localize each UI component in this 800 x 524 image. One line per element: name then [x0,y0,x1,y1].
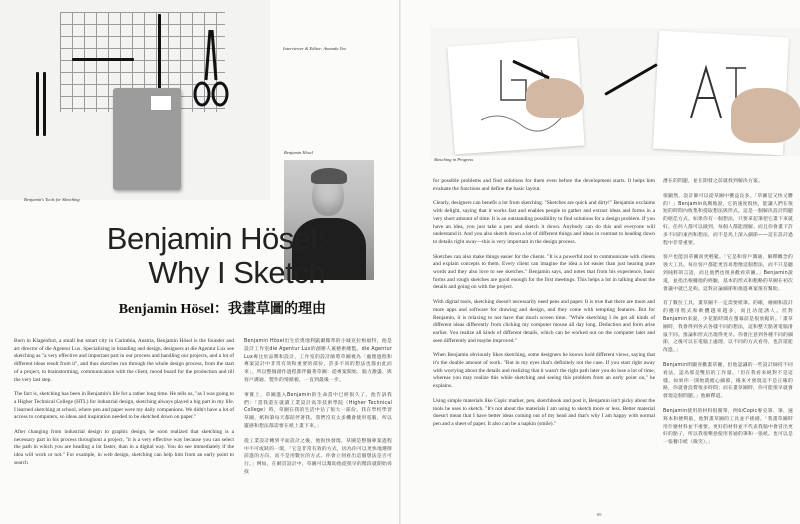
scissors-icon [190,30,230,110]
paragraph: 事實上，草圖進入Benjamin的生命當中已經很久了。他告訴我們：「當我還在就讀工業設計高等技術學院（Higher Technical College）時，草圖在我的生活中佔了很大一部份。我在學校學習草圖，紙和筆每天都陪伴著我。我們沒有太多機會使用電腦，所以靈感和想法都需要在紙上畫下來。」 [244,392,392,429]
pen-icon [604,63,657,96]
hand [731,88,800,143]
paragraph: The fact is, sketching has been in Benjamin's life for a rather long time. He tells us, "as I was going to a Higher Technical College (HTL) for industrial design, sketching always played a big part in my life. I learned sketching at school, where pen and paper were my daily companions. We didn't have a lot of access to computers, so ideas and inspiration needed to be sketched down on paper." [14,391,234,421]
page-number: 69 [597,512,602,517]
paragraph: After changing from industrial design to graphic design, he soon realized that sketching is a necessary part in his process throughout a project, "it is a very effective way because you can select the path in which you are heading a lot faster, than in a digital way. You do see immediately if the idea will work or not." For example, in web design, sketching can help him from an early point to search [14,429,234,466]
paragraph: 客戶也能因草圖而更輕鬆。「它是和客戶溝通、解釋概念的強大工具。每位客戶都能更容易想像這個想法，而不只是聽到純粹的言語，而且他們也很喜歡看草圖。」Benjamin說道，並指出根據他的經驗，基本的形式和粗略的草圖在初次會議中就已足夠。這對討論細節和推進專案很有幫助。 [663,255,793,292]
article-title [95,222,325,290]
paragraph: 很顯然，設計師可以從草圖中獲益良多。「草圖是又快又髒的！」Benjamin高興地說，它的速度很快，能讓人們在很短的時間內收集和提取想法與形式。這是一個解決設計問題的絕佳方式。如果你有一個想法，只要拿起筆把它畫下來就好。任何人都可以做到，每個人都能理解。而且你會畫下許多不同的東西和想法，而不是馬上深入細節——這在設計過程中非常重要。 [663,193,793,246]
sketch-caption: Sketching in Progress [434,157,474,162]
tools-photo [0,0,270,200]
hand [526,78,584,118]
paragraph: Clearly, designers can benefit a lot from sketching. "Sketches are quick and dirty!" Benjamin exclaims with delight, saying that it works fast and enables people to gather and extract ideas and forms in a very short amount of time. It is an outstanding possibility to find solutions for a design problem. If you have an idea, you just take a pen and sketch it down. Anybody can do this and everyone will understand it. And you also sketch down a lot of different things and ideas in contrast to heading down to details right away—this is very important in the design process. [433,200,655,245]
title-line-1: Benjamin Hösel: [106,221,325,256]
paragraph: 潛在的問題，並在開發之前就找到解決方案。 [663,179,763,184]
pencil-icon [158,14,161,94]
pencil-icon [36,72,39,136]
pencil-icon [43,72,46,136]
right-chinese-column [663,178,793,454]
paragraph: for possible problems and find solutions for them even before the development starts. It helps him evaluate the functions and define the basic layout. [433,178,655,192]
eraser [150,95,172,111]
left-english-column [14,338,234,475]
right-page [401,0,800,524]
right-english-column [433,178,655,436]
paragraph: With digital tools, sketching doesn't necessarily need pens and paper. It is true that there are more and more apps and software for drawing and design, and they come with tempting features. But for Benjamin, it is relaxing to not have that much screen time. "While sketching I do get all kinds of different ideas differently from clicking my computer mouse all day long. Deduction and form arise earlier. You realize all kinds of different details, which can be worked out on the computer later and seen differently and maybe improved." [433,299,655,344]
sketch-photo [431,28,800,156]
title-line-2: Why I Sketch [148,255,325,290]
tools-caption: Benjamin's Tools for Sketching [24,197,80,202]
paragraph: Born in Klagenfurt, a small but smart city in Carinthia, Austria, Benjamin Hösel is the founder and art director of die Agentur Lux. Specializing in branding and design, designers at die Agentur Lux see sketching as "a very effective and important part in our process and handling our projects, and a lot of different ideas result from it", and thus sketches run through the whole design process, from the start of a project, to brainstorming, communication with the client, mood board for the production and till the very last step. [14,338,234,383]
paragraph: When Benjamin obviously likes sketching, some designers he knows hold different views, saying that it's the double amount of work. "But in my eyes that's definitely not the case. If you start right away with worrying about the details and realizing that it wasn't the right path later you do lose a lot of time, whereas you may realize this while sketching and seeing this problem from an early point on," he explains. [433,352,655,390]
byline: Interviewer & Editor: Amanda Yoo [283,46,347,51]
paragraph: Benjamin Hösel出生於奧地利凱爾滕邦的小城克拉根福特，他是設計工作室die Agentur Lux的創辦人兼藝術總監。die Agentur Lux專注於品牌和設計，工作室的設計師將草圖視為「處理過程和專案設計中非常有效和重要的部份，許多不同的想法也都由此而來」，所以整個創作過程都伴隨著草圖：從專案開始、腦力激盪、與客戶溝通、製作的情緒板，一直到最後一步。 [244,339,392,383]
paragraph: Using simple materials like Copic marker, pen, sketchbook and post it, Benjamin isn't picky about the tools he uses to sketch. "It's not about the materials I am using to sketch more or less. Better material doesn't mean that I have better ideas coming out of my head and that's why I am happy with normal pen and a sheet of paper. It also can be a napkin (smile)." [433,397,655,427]
article-title-zh: Benjamin Hösel：我畫草圖的理由 [118,302,326,317]
paragraph: Benjamin明顯喜歡畫草圖，但他認識的一些設計師持不同看法，認為那是雙倍的工作量。「但在我看來絕對不是這樣。如果你一開始就擔心細節，後來才發現這不是正確的路，你就會浪費很多時間；而在畫草圖時，你可能很早就會發現這個問題。」他解釋道。 [663,362,793,400]
left-chinese-column [244,338,392,484]
pen-icon [72,58,134,61]
paragraph: Benjamin使用的材料很簡單，例如Copic麥克筆、筆、速寫本和便利貼，他對畫草圖的工具並不挑剔。「我畫草圖時用什麼材料並不重要。更好的材料並不代表我腦中會冒出更好的點子，所以我很樂意使用普通的筆和一張紙。也可以是一張餐巾紙（微笑）。」 [663,408,793,446]
paragraph: Sketches can also make things easier for the clients. "It is a powerful tool to communicate with clients and explain concepts to them. Every client can imagine the idea a lot easier than just hearing pure words and they also love to see sketches." Benjamin says, and notes that from his experience, basic forms and rough sketches are good enough for the first meetings. This helps a lot in talking about the details and going on with the project. [433,253,655,291]
paragraph: 有了數位工具，畫草圖不一定需要紙筆。的確，繪圖和設計的應用程式和軟體越來越多，而且功能誘人。但對Benjamin來說，少花點時間在螢幕前是很放鬆的。「畫草圖時，我會得到各式各樣不同的想法，這和整天點著電腦滑鼠不同。推論和形式出現得更早。你會注意到各種不同的細節，之後可以在電腦上處理、以不同的方式看待，也許還能改進。」 [663,301,793,354]
portrait-caption: Benjamin Hösel [284,150,313,155]
paragraph: 從工業設計轉到平面設計之後，他很快發現，草圖是整個專案過程中不可或缺的一環，「它是非常有效的方式，因為你可以更快地選擇前進的方向，而不是用數位的方式。你會立刻看出這個想法是否可行。」例如，在網頁設計中，草圖可以幫助他從很早的階段就開始尋找 [244,438,392,475]
